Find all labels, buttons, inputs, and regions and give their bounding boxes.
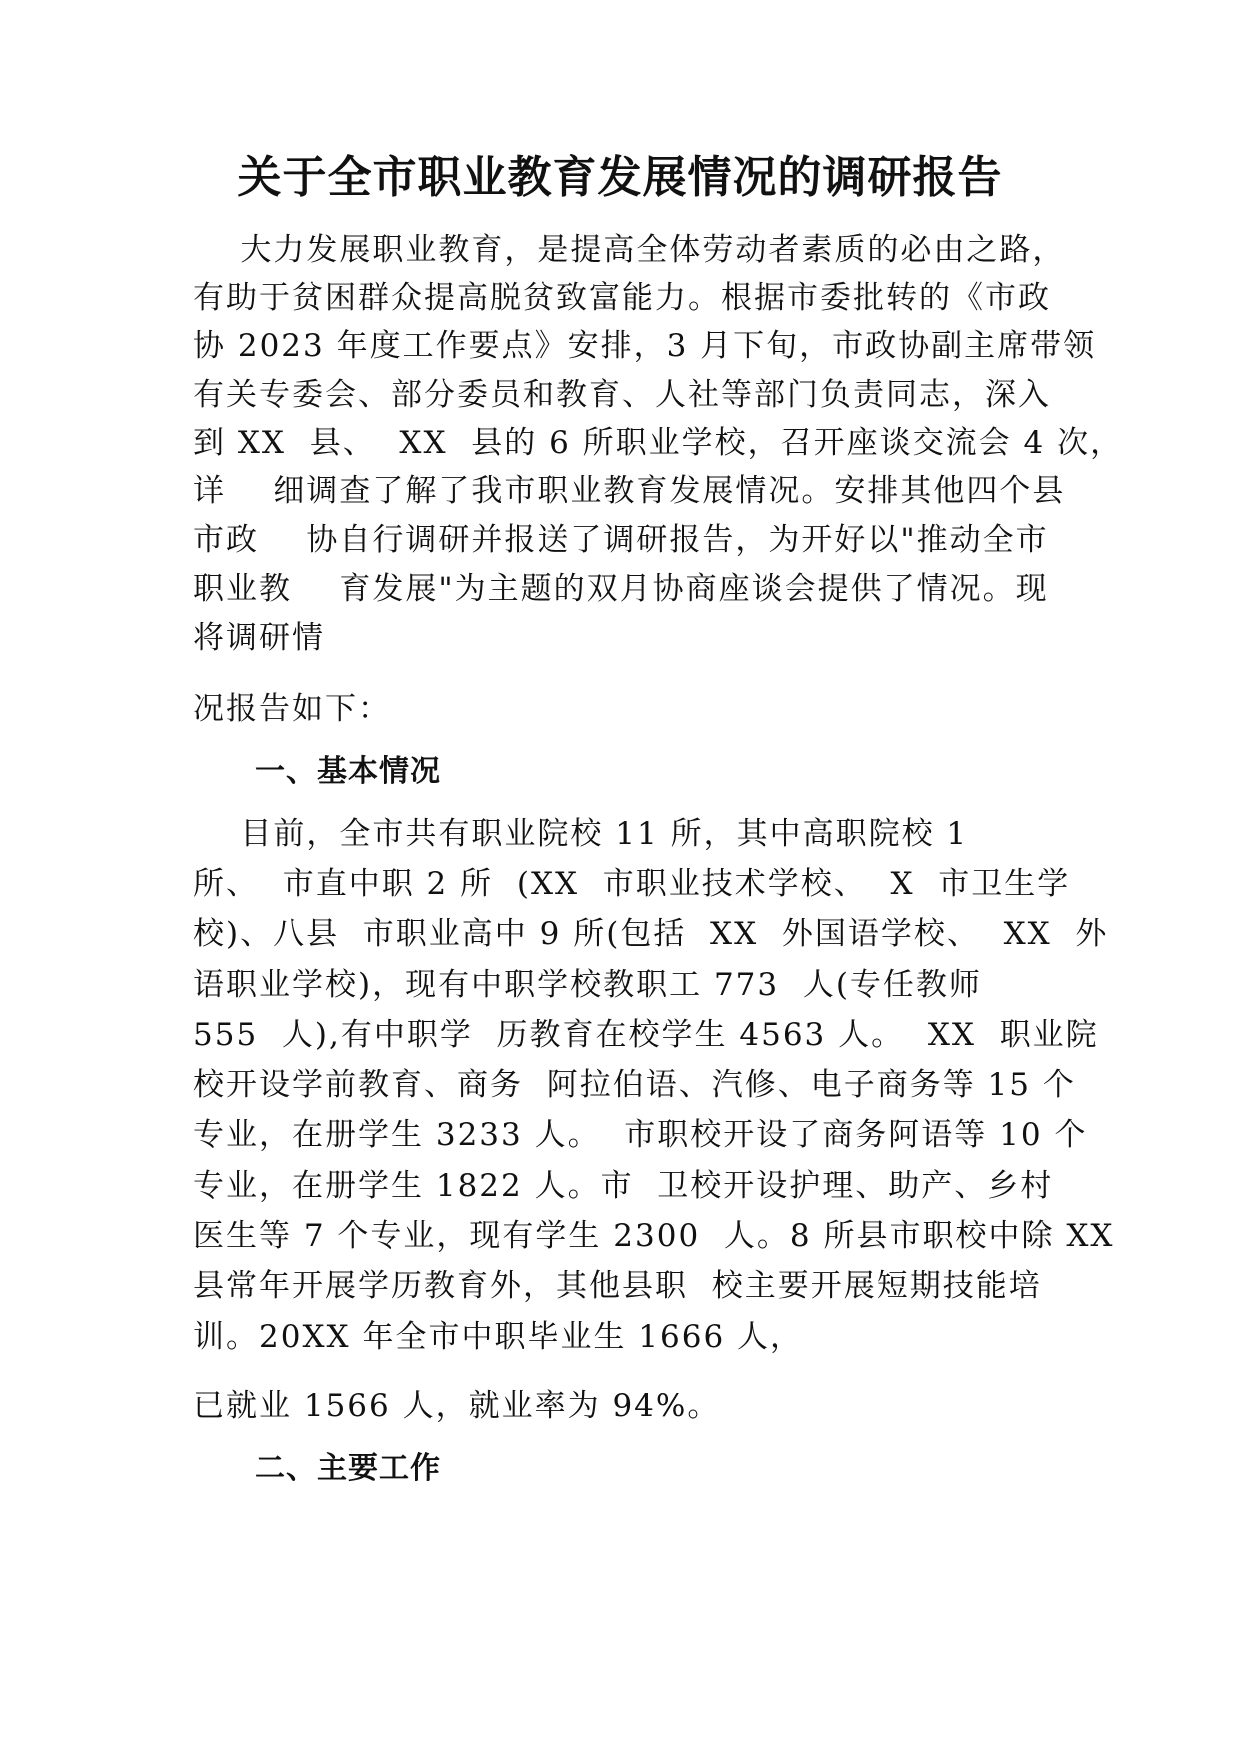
section1-line: 已就业 1566 人，就业率为 94%。 <box>193 1388 721 1424</box>
intro-line: 况报告如下： <box>193 691 391 727</box>
section1-line: 专业，在册学生 3233 人。 市职校开设了商务阿语等 10 个 <box>193 1117 1088 1153</box>
section1-line: 医生等 7 个专业，现有学生 2300 人。8 所县市职校中除 XX <box>193 1218 1115 1254</box>
intro-line: 大力发展职业教育，是提高全体劳动者素质的必由之路， <box>193 232 1066 268</box>
section1-line: 语职业学校)，现有中职学校教职工 773 人(专任教师 <box>193 967 982 1003</box>
section1-line: 所、 市直中职 2 所 (XX 市职业技术学校、 X 市卫生学 <box>193 866 1071 902</box>
intro-line: 有关专委会、部分委员和教育、人社等部门负责同志，深入 <box>193 377 1051 413</box>
document-title: 关于全市职业教育发展情况的调研报告 <box>237 152 1003 203</box>
intro-line: 到 XX 县、 XX 县的 6 所职业学校，召开座谈交流会 4 次， <box>193 425 1124 461</box>
section-heading-main-work: 二、主要工作 <box>255 1451 441 1486</box>
section-heading-basic-situation: 一、基本情况 <box>255 754 441 789</box>
intro-line: 协 2023 年度工作要点》安排，3 月下旬，市政协副主席带领 <box>193 328 1097 364</box>
section1-line: 县常年开展学历教育外，其他县职 校主要开展短期技能培 <box>193 1268 1042 1304</box>
intro-line: 职业教 育发展"为主题的双月协商座谈会提供了情况。现 <box>193 571 1049 607</box>
section1-line: 专业，在册学生 1822 人。市 卫校开设护理、助产、乡村 <box>193 1168 1054 1204</box>
section1-line: 校)、八县 市职业高中 9 所(包括 XX 外国语学校、 XX 外 <box>193 916 1109 952</box>
section1-line: 训。20XX 年全市中职毕业生 1666 人， <box>193 1319 804 1355</box>
section1-line: 555 人),有中职学 历教育在校学生 4563 人。 XX 职业院 <box>193 1017 1099 1053</box>
section1-line: 校开设学前教育、商务 阿拉伯语、汽修、电子商务等 15 个 <box>193 1067 1076 1103</box>
intro-line: 有助于贫困群众提高脱贫致富能力。根据市委批转的《市政 <box>193 280 1051 316</box>
section1-line: 目前，全市共有职业院校 11 所，其中高职院校 1 <box>193 816 969 852</box>
intro-line: 详 细调查了解了我市职业教育发展情况。安排其他四个县 <box>193 473 1066 509</box>
intro-line: 将调研情 <box>193 620 325 656</box>
intro-line: 市政 协自行调研并报送了调研报告，为开好以"推动全市 <box>193 522 1049 558</box>
